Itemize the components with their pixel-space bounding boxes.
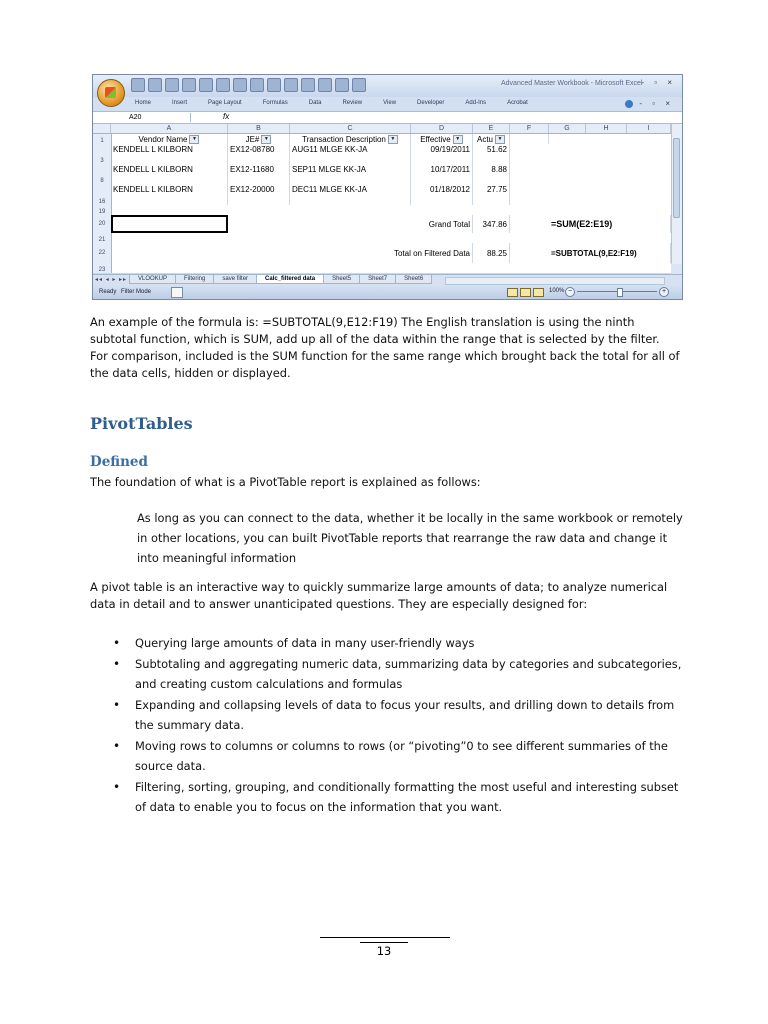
vendor-name-header [111,134,228,144]
je-cell: EX12-20000 [228,184,290,205]
tab-view: View [383,100,397,106]
column-header: I [627,124,671,133]
window-title: Advanced Master Workbook - Microsoft Excel [501,80,643,87]
list-item: • Expanding and collapsing levels of data to focus your results, and drilling down to details from the summary data. [113,695,683,735]
ribbon-controls: - ▫ × [625,99,674,108]
je-cell: EX12-08780 [228,144,290,164]
column-header: D [411,124,473,133]
description-header [290,134,411,144]
filtered-total-label: Total on Filtered Data [290,243,473,263]
intro-paragraph: The foundation of what is a PivotTable report is explained as follows: [90,475,481,489]
amount-cell: 51.62 [473,144,510,164]
filter-icon [301,78,315,92]
amount-cell: 27.75 [473,184,510,205]
filter-dropdown-icon: ▼ [495,135,505,144]
column-header: G [549,124,586,133]
footer-rule [320,937,450,938]
column-headers [93,124,671,134]
sheet-tab: Sheet7 [359,275,396,284]
empty-cell [510,134,549,144]
sheet-nav-arrows-icon: ◂◂ ◂ ▸ ▸▸ [95,277,128,283]
page-break-view-icon [533,288,544,297]
tab-review: Review [342,100,363,106]
quick-access-toolbar [131,78,366,92]
sheet-tab: Sheet6 [395,275,432,284]
vendor-cell: KENDELL L KILBORN [111,164,228,184]
list-item: • Filtering, sorting, grouping, and conditionally formatting the most useful and interesting subset of data to enable you to focus on the information that you want. [113,777,683,817]
tab-home: Home [135,100,152,106]
sheet-tab: save filter [213,275,257,284]
formula-explanation-paragraph: An example of the formula is: =SUBTOTAL(9,E12:F19) The English translation is using the ninth subtotal function, which is SUM, add up all of the data within the range that is selected by the filter. For comparison, included is the SUM function for the same range which brought back the total for all of the data cells, hidden or displayed. [90,315,680,380]
row-header: 16 [93,184,112,205]
list-item: • Moving rows to columns or columns to rows (or “pivoting”0 to see different summaries of the source data. [113,736,683,776]
description-cell: SEP11 MLGE KK-JA [290,164,411,184]
page-number: 13 [376,944,392,958]
table-row [93,184,671,206]
vertical-scrollbar [671,124,682,264]
je-cell: EX12-11680 [228,164,290,184]
column-header: C [290,124,411,133]
zoom-out-icon: − [565,287,575,297]
sum-formula: =SUM(E2:E19) [549,215,671,233]
sheet-tab-bar [93,274,682,285]
column-header: F [510,124,549,133]
amount-cell: 8.88 [473,164,510,184]
normal-view-icon [507,288,518,297]
new-icon [131,78,145,92]
status-ready: Ready [99,289,117,295]
save-icon [165,78,179,92]
selected-cell-a20 [111,215,228,233]
sheet-tab-active: Calc_filtered data [256,275,324,284]
date-cell: 09/19/2011 [411,144,473,164]
grand-total-label: Grand Total [411,215,473,233]
window-controls: - ▫ × [641,78,676,87]
date-cell: 10/17/2011 [411,164,473,184]
page-layout-view-icon [520,288,531,297]
sort-icon [284,78,298,92]
column-header: E [473,124,510,133]
help-icon [625,100,633,108]
fx-icon: fx [223,112,230,121]
select-all-corner [93,124,111,133]
status-filter-mode: Filter Mode [121,289,152,295]
vendor-cell: KENDELL L KILBORN [111,144,228,164]
open-icon [148,78,162,92]
je-label: JE# [245,134,260,144]
row-header: 3 [93,144,112,164]
row-header: 21 [93,233,112,243]
table-row [93,263,671,274]
zoom-level: 100% [549,288,565,294]
description-cell: AUG11 MLGE KK-JA [290,144,411,164]
zoom-slider-thumb [617,288,623,297]
description-label: Transaction Description [302,134,386,144]
table-row [93,164,671,185]
grand-total-value: 347.86 [473,215,510,233]
excel-title-bar [93,75,682,97]
column-header: A [111,124,228,133]
je-header [228,134,290,144]
section-heading: PivotTables [90,414,193,433]
name-box: A20 [95,113,191,122]
subsection-heading: Defined [90,454,148,470]
copy-icon [182,78,196,92]
sheet-tab: Sheet5 [323,275,360,284]
table-row [93,144,671,165]
vendor-name-label: Vendor Name [138,134,188,144]
effective-label: Effective [420,134,451,144]
macro-record-icon [171,287,183,298]
row-header: 19 [93,205,112,215]
zoom-in-icon: + [659,287,669,297]
date-cell: 01/18/2012 [411,184,473,205]
feature-list [113,633,683,818]
column-header: B [228,124,290,133]
tab-formulas: Formulas [262,100,288,106]
filter-dropdown-icon: ▼ [453,135,463,144]
row-header: 22 [93,243,112,263]
office-button-icon [97,79,125,107]
row-header: 1 [93,134,112,144]
row-header: 8 [93,164,112,184]
spelling-icon [352,78,366,92]
tab-data: Data [308,100,322,106]
ribbon [93,97,682,112]
row-header: 23 [93,263,112,273]
filter-dropdown-icon: ▼ [261,135,271,144]
paste-icon [199,78,213,92]
subtotal-formula: =SUBTOTAL(9,E2:F19) [549,243,671,263]
tab-page-layout: Page Layout [208,100,242,106]
autosum-icon [318,78,332,92]
tab-developer: Developer [417,100,445,106]
column-header: H [586,124,627,133]
scroll-thumb [673,138,680,218]
row-header: 20 [93,215,112,233]
description-cell: DEC11 MLGE KK-JA [290,184,411,205]
filtered-total-value: 88.25 [473,243,510,263]
sheet-tab: VLOOKUP [129,275,176,284]
zoom-slider [577,291,657,292]
tab-acrobat: Acrobat [507,100,528,106]
print-preview-icon [267,78,281,92]
undo-icon [216,78,230,92]
vendor-cell: KENDELL L KILBORN [111,184,228,205]
tab-add-ins: Add-Ins [465,100,487,106]
list-item: • Querying large amounts of data in many user-friendly ways [113,633,683,653]
tab-insert: Insert [172,100,188,106]
footer-rule-short [360,942,408,943]
excel-screenshot [92,74,683,300]
redo-icon [233,78,247,92]
horizontal-scrollbar [445,277,665,285]
table-row [93,243,671,264]
filter-dropdown-icon: ▼ [189,135,199,144]
view-buttons [507,288,544,297]
actual-label: Actu [476,134,493,144]
pivot-description-paragraph: A pivot table is an interactive way to quickly summarize large amounts of data; to analyze numerical data in detail and to answer unanticipated questions. They are especially designed for: [90,580,668,611]
print-icon [250,78,264,92]
chart-icon [335,78,349,92]
table-row [93,215,671,234]
status-bar [93,285,682,299]
filter-dropdown-icon: ▼ [388,135,398,144]
actual-header [473,134,510,144]
sheet-tab: Filtering [175,275,214,284]
effective-header [411,134,473,144]
formula-bar [93,112,682,124]
list-item: • Subtotaling and aggregating numeric data, summarizing data by categories and subcategories, and creating custom calculations and formulas [113,654,683,694]
quote-block: As long as you can connect to the data, whether it be locally in the same workbook or remotely in other locations, you can built PivotTable reports that rearrange the raw data and change it into meaningful information [137,511,683,565]
